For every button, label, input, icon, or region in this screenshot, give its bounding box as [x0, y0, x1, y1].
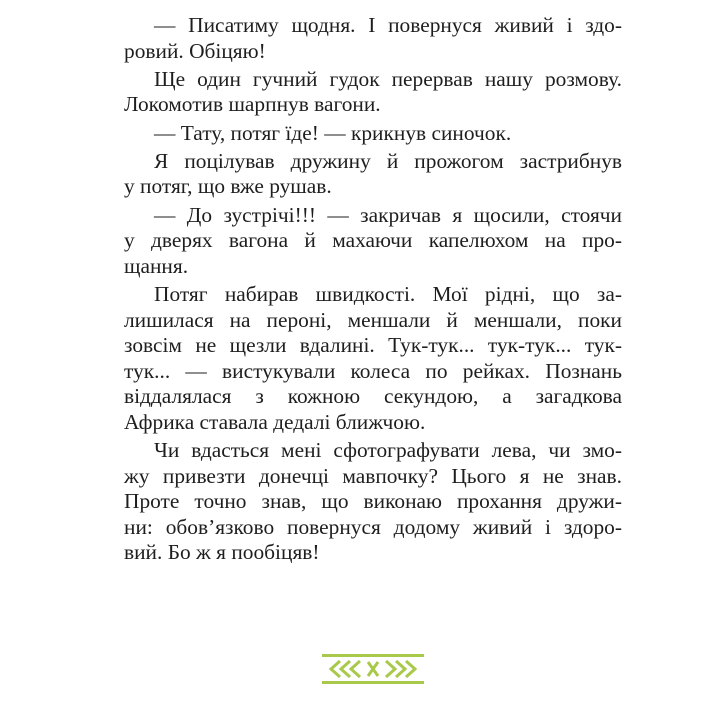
text-line: Я поцілував дружину й прожогом застрибнув [154, 148, 622, 173]
text-line: у потяг, що вже рушав. [124, 174, 332, 199]
text-line: зовсім не щезли вдалині. Тук-тук... тук-тук... тук- [124, 333, 622, 358]
text-line: Ще один гучний гудок перервав нашу розмову. [154, 66, 622, 91]
text-line: Чи вдасться мені сфотографувати лева, чи змо- [154, 438, 622, 463]
text-line: — До зустрічі!!! — закричав я щосили, стоячи [154, 202, 622, 227]
text-line: лишилася на пероні, меншали й меншали, поки [124, 307, 622, 332]
text-line: — Тату, потяг їде! — крикнув синочок. [154, 120, 512, 145]
text-line: Потяг набирав швидкості. Мої рідні, що за- [154, 281, 622, 306]
text-line: Африка ставала дедалі ближчою. [124, 409, 426, 434]
text-line: тук... — вистукували колеса по рейках. Познань [124, 358, 622, 383]
story-text [124, 13, 622, 566]
text-line: щання. [124, 253, 189, 278]
text-line: — Писатиму щодня. І повернуся живий і здо- [154, 13, 622, 37]
text-line: жу привезти донечці мавпочку? Цього я не знав. [124, 463, 622, 488]
text-line: ни: обов’язково повернуся додому живий і здоро- [124, 514, 622, 539]
text-line: вий. Бо ж я пообіцяв! [124, 540, 320, 565]
chevron-double-arrow-ornament-icon [322, 654, 424, 684]
text-line: ровий. Обіцяю! [124, 38, 266, 63]
text-line: Проте точно знав, що виконаю прохання дружи- [124, 489, 622, 514]
text-line: Локомотив шарпнув вагони. [124, 92, 381, 117]
text-line: у дверях вагона й махаючи капелюхом на про- [124, 228, 622, 253]
text-line: віддалялася з кожною секундою, а загадкова [124, 384, 622, 409]
